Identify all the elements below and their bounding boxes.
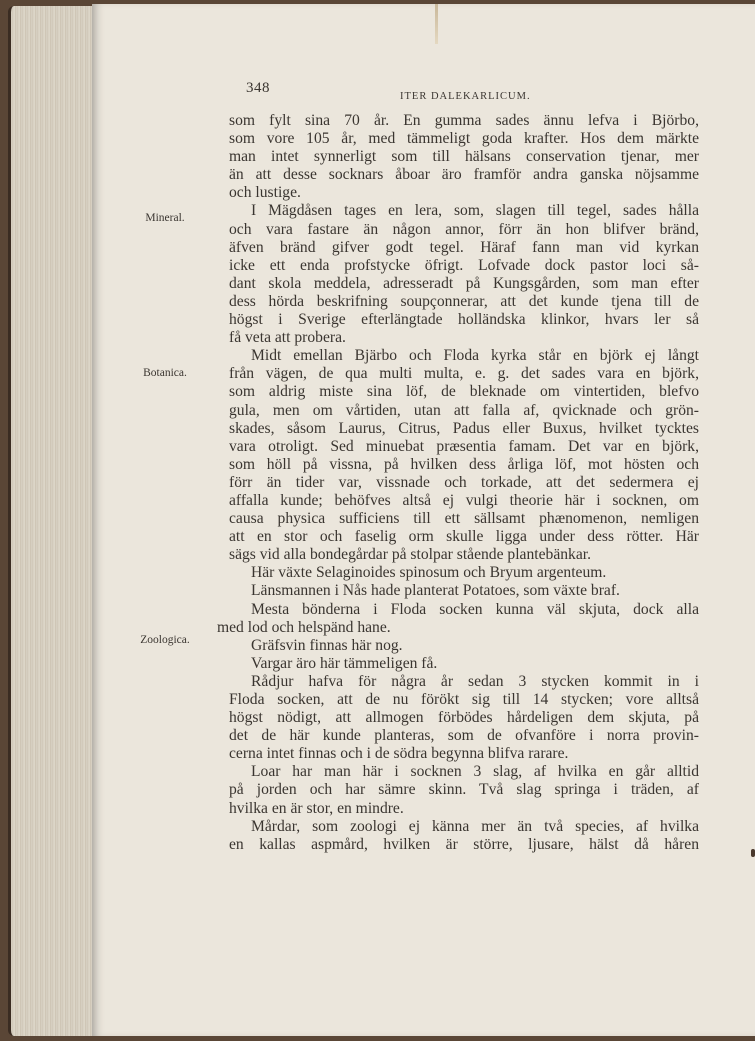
text-line: från vägen, de qua multi multa, e. g. det sades vara en björk, [229,365,699,383]
text-line: cerna intet finnas och i de södra begynna blifva rarare. [229,745,569,763]
text-line: på jorden och har sämre skinn. Två slag springa i träden, af [229,781,699,799]
text-line: dess hörda beskrifning soupçonnerar, att det kunde tjena till de [229,292,699,310]
text-line: skades, såsom Laurus, Citrus, Padus eller Buxus, hvilket tycktes [229,419,699,437]
text-line: att en stor och faselig orm skulle ligga under dess rötter. Här [229,528,699,546]
text-line: en kallas aspmård, hvilken är större, ljusare, hälst då håren [229,835,699,853]
margin-note-botanica: Botanica. [143,367,187,379]
text-line: som vore 105 år, med tämmeligt goda krafter. Hos dem märkte [229,130,699,148]
text-line: med lod och helspänd hane. [217,618,391,636]
text-line: det de här kunde planteras, som de ofvanföre i norra provin- [229,727,699,745]
text-line: gula, men om vårtiden, utan att falla af, qvicknade och grön- [229,401,699,419]
text-line: Floda socken, att de nu förökt sig till 14 stycken; vore alltså [229,691,699,708]
text-line: hvilka en är stor, en mindre. [229,799,404,817]
text-line: som aldrig miste sina löf, de bleknade om vintertiden, blefvo [229,383,699,401]
margin-note-mineral: Mineral. [145,212,185,224]
text-line: causa physica sufficiens till ett sällsamt phænomenon, nemligen [229,510,699,528]
text-line: och lustige. [229,184,301,202]
text-line: än att desse socknars åboar äro framför andra ganska nöjsamme [229,166,699,184]
text-line: Mesta bönderna i Floda socken kunna väl skjuta, dock alla [251,600,699,618]
ink-smudge [751,849,755,857]
binding-thread [435,4,438,44]
text-line: affalla kunde; behöfves altså ej vulgi theorie här i socknen, om [229,491,699,509]
text-line: som höll på vissna, på hvilken dess årliga löf, mot hösten och [229,455,699,473]
text-line: få veta att probera. [229,329,346,347]
text-line: som fylt sina 70 år. En gumma sades ännu lefva i Björbo, [229,112,699,129]
page-number: 348 [246,80,270,96]
margin-note-zoologica: Zoologica. [140,634,190,646]
text-line: man intet synnerligt som till hälsans conservation tjenar, mer [229,148,699,166]
text-line: Länsmannen i Nås hade planterat Potatoes, som växte braf. [251,582,620,600]
text-line: Loar har man här i socknen 3 slag, af hvilka en går alltid [251,763,699,781]
text-line: och vara fastare än någon annor, förr än hon blifver bränd, [229,220,699,238]
text-line: icke ett enda profstycke öfrigt. Lofvade dock pastor loci så- [229,256,699,274]
page-edges [8,6,97,1036]
text-line: dant skola meddela, adresseradt på Kungsgården, som man efter [229,274,699,292]
text-line: högst i Sverige efterlängtade holländska klinkor, hvars ler så [229,311,699,329]
text-line: förr än tider var, vissnade och torkade, att det sedermera ej [229,473,699,491]
text-line: Rådjur hafva för några år sedan 3 stycken kommit in i [251,672,699,690]
text-line: Vargar äro här tämmeligen få. [251,654,438,672]
text-line: högst nödigt, att allmogen förbödes hårdeligen dem skjuta, på [229,709,699,727]
text-line: Mårdar, som zoologi ej känna mer än två species, af hvilka [251,817,699,835]
text-line: I Mägdåsen tages en lera, som, slagen till tegel, sades hålla [251,202,699,220]
text-line: vara otroligt. Sed minuebat præsentia famam. Det var en björk, [229,437,699,455]
text-line: äfven bränd gifver godt tegel. Häraf fann man vid kyrkan [229,238,699,256]
text-line: Här växte Selaginoides spinosum och Bryum argenteum. [251,564,607,582]
text-line: Gräfsvin finnas här nog. [251,636,403,654]
body-text [217,112,699,854]
running-title: ITER DALEKARLICUM. [400,91,531,102]
text-line: sägs vid alla bondegårdar på stolpar stående plantebänkar. [229,546,591,564]
text-line: Midt emellan Bjärbo och Floda kyrka står en björk ej långt [251,347,699,365]
